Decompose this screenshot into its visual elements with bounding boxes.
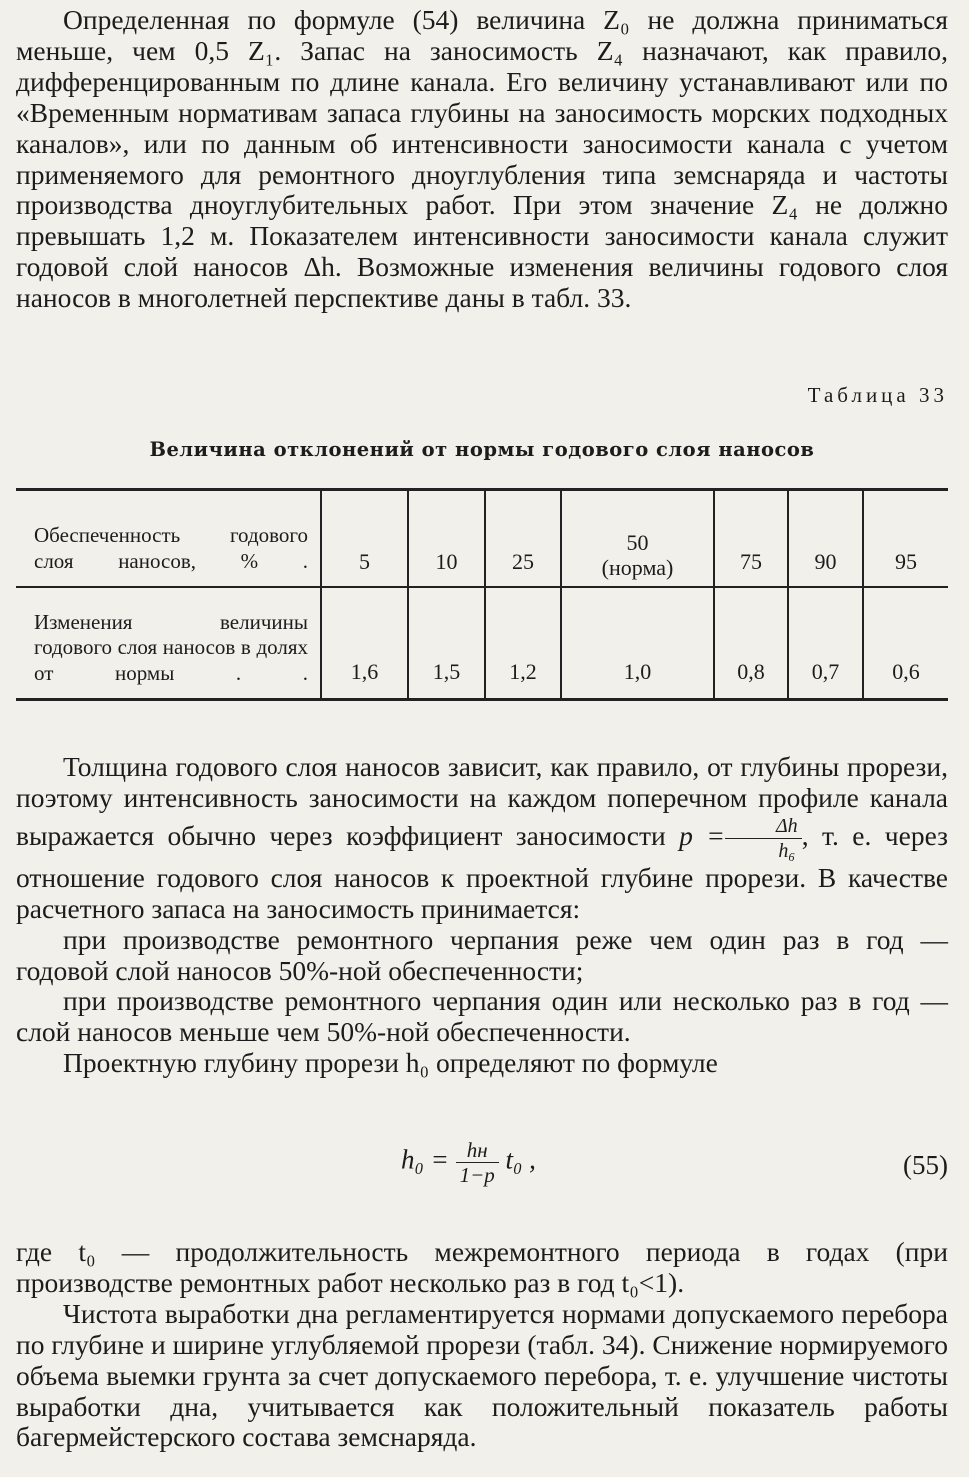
main-text-block (16, 752, 948, 1079)
norm-note: (норма) (601, 555, 674, 580)
inline-formula-p (679, 814, 802, 862)
paragraph-formula-intro: Проектную глубину прорези h₀ определяют по формуле (63, 1047, 718, 1079)
paragraph-thickness-a: Толщина годового слоя наносов зависит, как правило, от глубины прорези, поэтому интенсивность заносимости на каждом поперечном профиле канала выражается обычно через коэффициент заносимости (16, 751, 948, 851)
row-header-changes: Изменения величины годового слоя наносов в долях от нормы . . (34, 609, 308, 685)
formula-expression (401, 1138, 536, 1187)
table-row-probability (16, 490, 948, 588)
table-row-changes (16, 587, 948, 700)
table-cell: 10 (408, 490, 485, 588)
list-item: при производстве ремонтного черпания один или несколько раз в год — слой наносов меньше чем 50%-ной обеспеченности. (16, 985, 948, 1048)
table-label: Таблица 33 (807, 383, 948, 407)
table-cell: 0,7 (788, 587, 863, 700)
fraction-numerator: hн (456, 1138, 499, 1163)
table-cell: 90 (788, 490, 863, 588)
table-cell: 0,6 (863, 587, 948, 700)
table-cell: 1,6 (321, 587, 408, 700)
closing-text-block (16, 1237, 948, 1453)
deviation-table (16, 488, 948, 701)
table-cell: 1,2 (485, 587, 561, 700)
list-item: при производстве ремонтного черпания реже чем один раз в год — годовой слой наносов 50%-ной обеспеченности; (16, 923, 948, 986)
fraction-numerator: Δh (725, 814, 802, 839)
document-page (16, 0, 948, 1477)
formula-lhs: p = (679, 819, 725, 851)
table-cell: 25 (485, 490, 561, 588)
table-cell: 0,8 (714, 587, 788, 700)
fraction (725, 814, 802, 863)
formula-rhs: t₀ , (505, 1144, 536, 1175)
table-cell: 5 (321, 490, 408, 588)
paragraph-cleanliness: Чистота выработки дна регламентируется нормами допускаемого перебора по глубине и ширине углубляемой прорези (табл. 34). Снижение нормируемого объема выемки грунта за счет допускаемого перебора, т. е. улучшение чистоты выработки дна, учитывается как положительный показатель работы багермейстерского состава земснаряда. (16, 1297, 948, 1453)
table-cell: 75 (714, 490, 788, 588)
formula-55 (16, 1138, 948, 1218)
table-cell: 1,0 (561, 587, 714, 700)
table-cell: 1,5 (408, 587, 485, 700)
paragraph-where: где t₀ — продолжительность межремонтного периода в годах (при производстве ремонтных работ несколько раз в год t₀<1). (16, 1236, 948, 1298)
fraction-denominator: h₆ (778, 839, 796, 862)
formula-lhs: h₀ = (401, 1144, 449, 1175)
fraction (456, 1138, 499, 1187)
table-cell: 95 (863, 490, 948, 588)
table-cell-value: 50 (626, 530, 649, 555)
paragraph-thickness-b: , т. е. через отношение годового слоя наносов к проектной глубине прорези. В качестве расчетного запаса на заносимость принимается: (16, 819, 948, 924)
table-cell-norm (561, 490, 714, 588)
fraction-denominator: 1−p (459, 1163, 495, 1187)
table-caption: Величина отклонений от нормы годового слоя наносов (149, 438, 815, 461)
paragraph-intro: Определенная по формуле (54) величина Z₀ не должна приниматься меньше, чем 0,5 Z₁. Запас на заносимость Z₄ назначают, как правило, дифференцированным по длине канала. Его величину устанавливают или по «Временным нормативам запаса глубины на заносимость морских подходных каналов», или по данным об интенсивности заносимости канала с учетом применяемого для ремонтного дноуглубления типа земснаряда и частоты производства дноуглубительных работ. При этом значение Z₄ не должно превышать 1,2 м. Показателем интенсивности заносимости канала служит годовой слой наносов Δh. Возможные изменения величины годового слоя наносов в многолетней перспективе даны в табл. 33. (16, 4, 948, 314)
formula-number: (55) (903, 1150, 948, 1180)
row-header-probability: Обеспеченность годового слоя наносов, % . (16, 490, 321, 588)
paragraph-thickness (16, 752, 948, 925)
